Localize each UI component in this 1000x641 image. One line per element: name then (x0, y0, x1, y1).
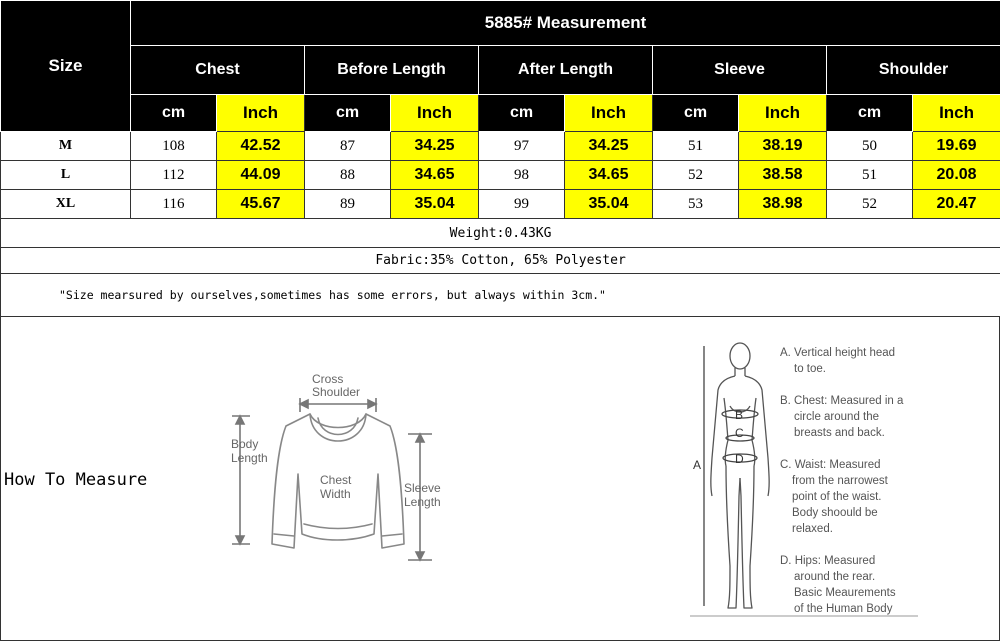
size-table (0, 0, 1000, 317)
legend-c: point of the waist. (792, 491, 882, 503)
cell-inch: 44.09 (217, 161, 305, 190)
cell-cm: 50 (827, 132, 913, 161)
letter-d: D (735, 452, 744, 466)
unit-cm: cm (305, 95, 391, 132)
cell-inch: 42.52 (217, 132, 305, 161)
col-shoulder: Shoulder (827, 46, 1000, 95)
legend-b: breasts and back. (794, 427, 885, 439)
legend-a: A. Vertical height head (780, 347, 896, 359)
sleeve-length-label: Sleeve (404, 481, 441, 495)
cell-inch: 35.04 (565, 190, 653, 219)
legend-d: of the Human Body (794, 603, 893, 615)
cell-inch: 38.19 (739, 132, 827, 161)
legend-c: from the narrowest (792, 475, 888, 487)
cell-cm: 87 (305, 132, 391, 161)
cell-inch: 34.65 (565, 161, 653, 190)
unit-inch: Inch (739, 95, 827, 132)
cell-cm: 51 (653, 132, 739, 161)
cell-cm: 99 (479, 190, 565, 219)
unit-cm: cm (131, 95, 217, 132)
cell-inch: 20.08 (913, 161, 1000, 190)
cell-inch: 35.04 (391, 190, 479, 219)
cross-shoulder-label: Cross (312, 372, 344, 386)
row-size: XL (1, 190, 131, 219)
col-chest: Chest (131, 46, 305, 95)
cell-cm: 51 (827, 161, 913, 190)
cell-inch: 38.98 (739, 190, 827, 219)
cell-cm: 88 (305, 161, 391, 190)
legend-d: around the rear. (794, 571, 876, 583)
body-length-label: Body (231, 437, 259, 451)
unit-inch: Inch (565, 95, 653, 132)
sleeve-length-label: Length (404, 495, 441, 509)
cell-cm: 116 (131, 190, 217, 219)
legend-c: relaxed. (792, 523, 833, 535)
legend-c: C. Waist: Measured (780, 459, 881, 471)
cell-cm: 97 (479, 132, 565, 161)
unit-inch: Inch (217, 95, 305, 132)
cell-inch: 34.25 (565, 132, 653, 161)
cross-shoulder-label: Shoulder (312, 385, 361, 399)
chest-width-label: Chest (320, 473, 352, 487)
cell-cm: 53 (653, 190, 739, 219)
body-length-label: Length (231, 451, 268, 465)
cell-inch: 19.69 (913, 132, 1000, 161)
letter-c: C (735, 426, 744, 440)
unit-cm: cm (479, 95, 565, 132)
letter-b: B (735, 408, 744, 422)
fabric-text: Fabric:35% Cotton, 65% Polyester (1, 248, 1000, 274)
body-measure-diagram (690, 336, 930, 620)
legend-c: Body shoould be (792, 507, 878, 519)
weight-text: Weight:0.43KG (1, 219, 1000, 248)
legend-b: B. Chest: Measured in a (780, 395, 904, 407)
table-row (1, 132, 1000, 161)
letter-a: A (693, 458, 702, 472)
cell-inch: 45.67 (217, 190, 305, 219)
col-before-length: Before Length (305, 46, 479, 95)
table-row (1, 190, 1000, 219)
cell-cm: 52 (827, 190, 913, 219)
cell-inch: 34.65 (391, 161, 479, 190)
legend-d: D. Hips: Measured (780, 555, 876, 567)
row-size: M (1, 132, 131, 161)
cell-inch: 34.25 (391, 132, 479, 161)
cell-cm: 108 (131, 132, 217, 161)
legend-d: Basic Meaurements (794, 587, 896, 599)
unit-inch: Inch (913, 95, 1000, 132)
cell-cm: 89 (305, 190, 391, 219)
unit-cm: cm (653, 95, 739, 132)
unit-cm: cm (827, 95, 913, 132)
cell-cm: 112 (131, 161, 217, 190)
table-row (1, 161, 1000, 190)
col-after-length: After Length (479, 46, 653, 95)
table-title: 5885# Measurement (131, 1, 1000, 46)
size-header: Size (1, 1, 131, 132)
unit-inch: Inch (391, 95, 479, 132)
cell-cm: 52 (653, 161, 739, 190)
chest-width-label: Width (320, 487, 351, 501)
legend-a: to toe. (794, 363, 826, 375)
how-to-measure-label: How To Measure (4, 470, 148, 490)
legend-b: circle around the (794, 411, 880, 423)
shirt-diagram (222, 366, 452, 576)
col-sleeve: Sleeve (653, 46, 827, 95)
row-size: L (1, 161, 131, 190)
cell-inch: 38.58 (739, 161, 827, 190)
cell-inch: 20.47 (913, 190, 1000, 219)
cell-cm: 98 (479, 161, 565, 190)
measurement-note: "Size mearsured by ourselves,sometimes has some errors, but always within 3cm." (1, 274, 1000, 317)
